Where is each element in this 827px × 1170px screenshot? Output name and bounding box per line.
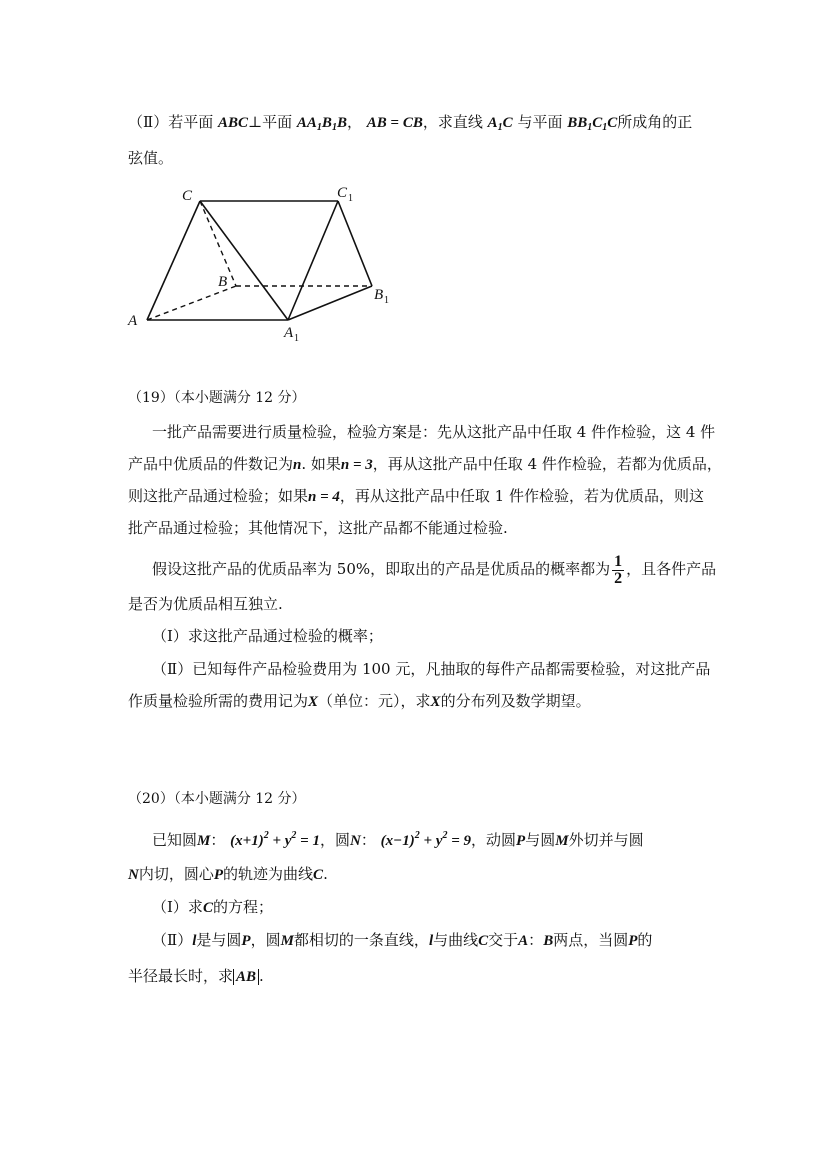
edge-a1-b1 <box>288 286 372 320</box>
label-b1-sub: 1 <box>384 295 389 306</box>
label-a1-sub: 1 <box>294 333 299 344</box>
q19-p1-line4: 批产品通过检验；其他情况下，这批产品都不能通过检验. <box>128 519 508 537</box>
q19-p1-line2: 产品中优质品的件数记为n. 如果n = 3，再从这批产品中任取 4 件作检验，若都为优质品， <box>128 455 722 473</box>
label-b1: B <box>374 287 384 303</box>
label-c: C <box>182 188 193 204</box>
q20-part2-line1: （Ⅱ）l是与圆P，圆M都相切的一条直线，l与曲线C交于A：B两点，当圆P的 <box>152 931 653 949</box>
label-a: A <box>128 313 138 329</box>
q20-line2: N内切，圆心P的轨迹为曲线C. <box>128 865 328 883</box>
label-c1: C <box>337 185 348 201</box>
q19-part2-line2: 作质量检验所需的费用记为X（单位：元），求X的分布列及数学期望。 <box>128 692 591 710</box>
edge-c1-a1 <box>288 201 338 320</box>
q18-part2-line2: 弦值。 <box>128 149 174 167</box>
q19-p1-line3: 则这批产品通过检验；如果n = 4，再从这批产品中任取 1 件作检验，若为优质品，则这 <box>128 487 704 505</box>
edge-a-b <box>147 286 236 320</box>
q19-part1: （Ⅰ）求这批产品通过检验的概率； <box>152 627 383 645</box>
abs-ab: AB <box>233 969 259 985</box>
label-a1: A <box>284 325 294 341</box>
q19-p1-line1: 一批产品需要进行质量检验，检验方案是：先从这批产品中任取 4 件作检验，这 4 件 <box>152 423 716 441</box>
q20-header: （20）（本小题满分 12 分） <box>128 791 306 807</box>
q19-p2-line2: 是否为优质品相互独立. <box>128 595 283 613</box>
label-b: B <box>218 274 228 290</box>
q19-header: （19）（本小题满分 12 分） <box>128 390 306 406</box>
edge-a-c <box>147 201 200 320</box>
q20-part2-line2: 半径最长时，求 AB . <box>128 967 264 985</box>
label-c1-sub: 1 <box>348 193 353 204</box>
edge-c-a1 <box>200 201 288 320</box>
q19-p2-line1: 假设这批产品的优质品率为 50%，即取出的产品是优质品的概率都为 $\frac{1}{2}$ ，且各件产品 <box>152 552 717 587</box>
edge-c-b <box>200 201 236 286</box>
q19-part2-line1: （Ⅱ）已知每件产品检验费用为 100 元，凡抽取的每件产品都需要检验，对这批产品 <box>152 660 711 678</box>
q20-line1: 已知圆M： $(x+1)^2 + y^2 = 1$，圆N： $(x-1)^2 + y^2 = 9$，动圆P与圆M外切并与圆 <box>152 830 644 849</box>
q18-part2-line1: （Ⅱ）若平面 ABC⊥平面 $AA_1B_1B$， AB = CB，求直线 $A_1C$ 与平面 $BB_1C_1C$所成角的正 <box>128 113 693 133</box>
fraction-one-half: $\frac{1}{2}$ <box>614 552 623 587</box>
edge-c1-b1 <box>338 201 372 286</box>
q20-part1: （Ⅰ）求C的方程； <box>152 898 273 916</box>
